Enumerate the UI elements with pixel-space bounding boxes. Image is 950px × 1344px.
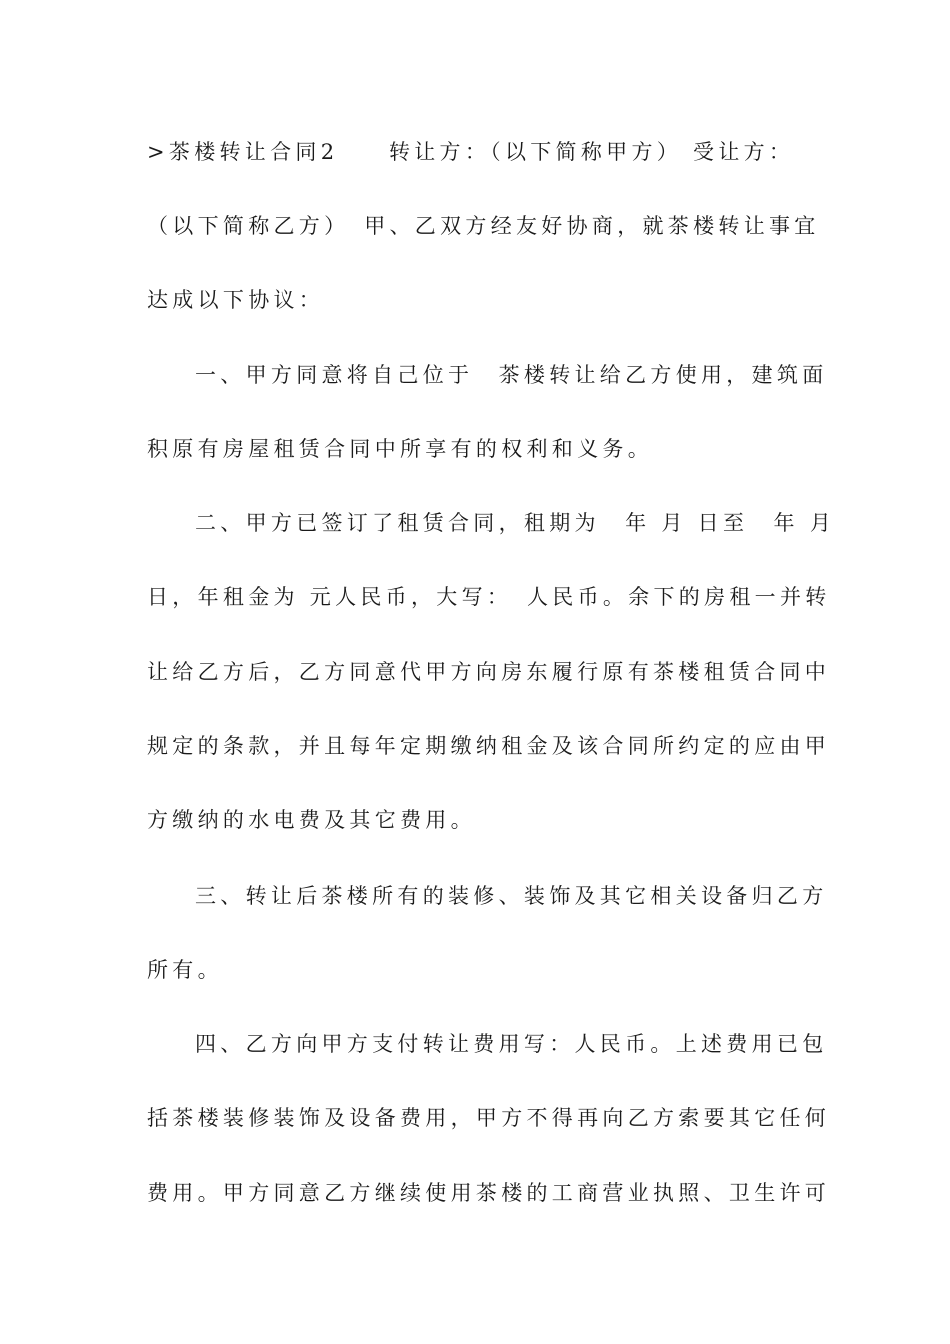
- text-line: 让给乙方后，乙方同意代甲方向房东履行原有茶楼租赁合同中: [147, 660, 831, 684]
- text-line: （以下简称乙方） 甲、乙双方经友好协商，就茶楼转让事宜: [147, 214, 820, 238]
- clause-1-line: 一、甲方同意将自己位于 茶楼转让给乙方使用，建筑面: [195, 363, 828, 387]
- text-line: 达成以下协议：: [147, 288, 325, 312]
- text-line: 费用。甲方同意乙方继续使用茶楼的工商营业执照、卫生许可: [147, 1181, 831, 1205]
- text-line: 积原有房屋租赁合同中所享有的权利和义务。: [147, 437, 653, 461]
- text-line: 日，年租金为 元人民币，大写： 人民币。余下的房租一并转: [147, 585, 831, 609]
- text-line: 方缴纳的水电费及其它费用。: [147, 808, 476, 832]
- text-line: 规定的条款，并且每年定期缴纳租金及该合同所约定的应由甲: [147, 734, 831, 758]
- clause-4-line: 四、乙方向甲方支付转让费用写：人民币。上述费用已包: [195, 1032, 828, 1056]
- text-line: 所有。: [147, 958, 223, 982]
- text-line: >茶楼转让合同2 转让方：（以下简称甲方） 受让方：: [147, 140, 795, 164]
- clause-3-line: 三、转让后茶楼所有的装修、装饰及其它相关设备归乙方: [195, 884, 828, 908]
- clause-2-line: 二、甲方已签订了租赁合同，租期为 年 月 日至 年 月: [195, 511, 836, 535]
- text-line: 括茶楼装修装饰及设备费用，甲方不得再向乙方索要其它任何: [147, 1106, 831, 1130]
